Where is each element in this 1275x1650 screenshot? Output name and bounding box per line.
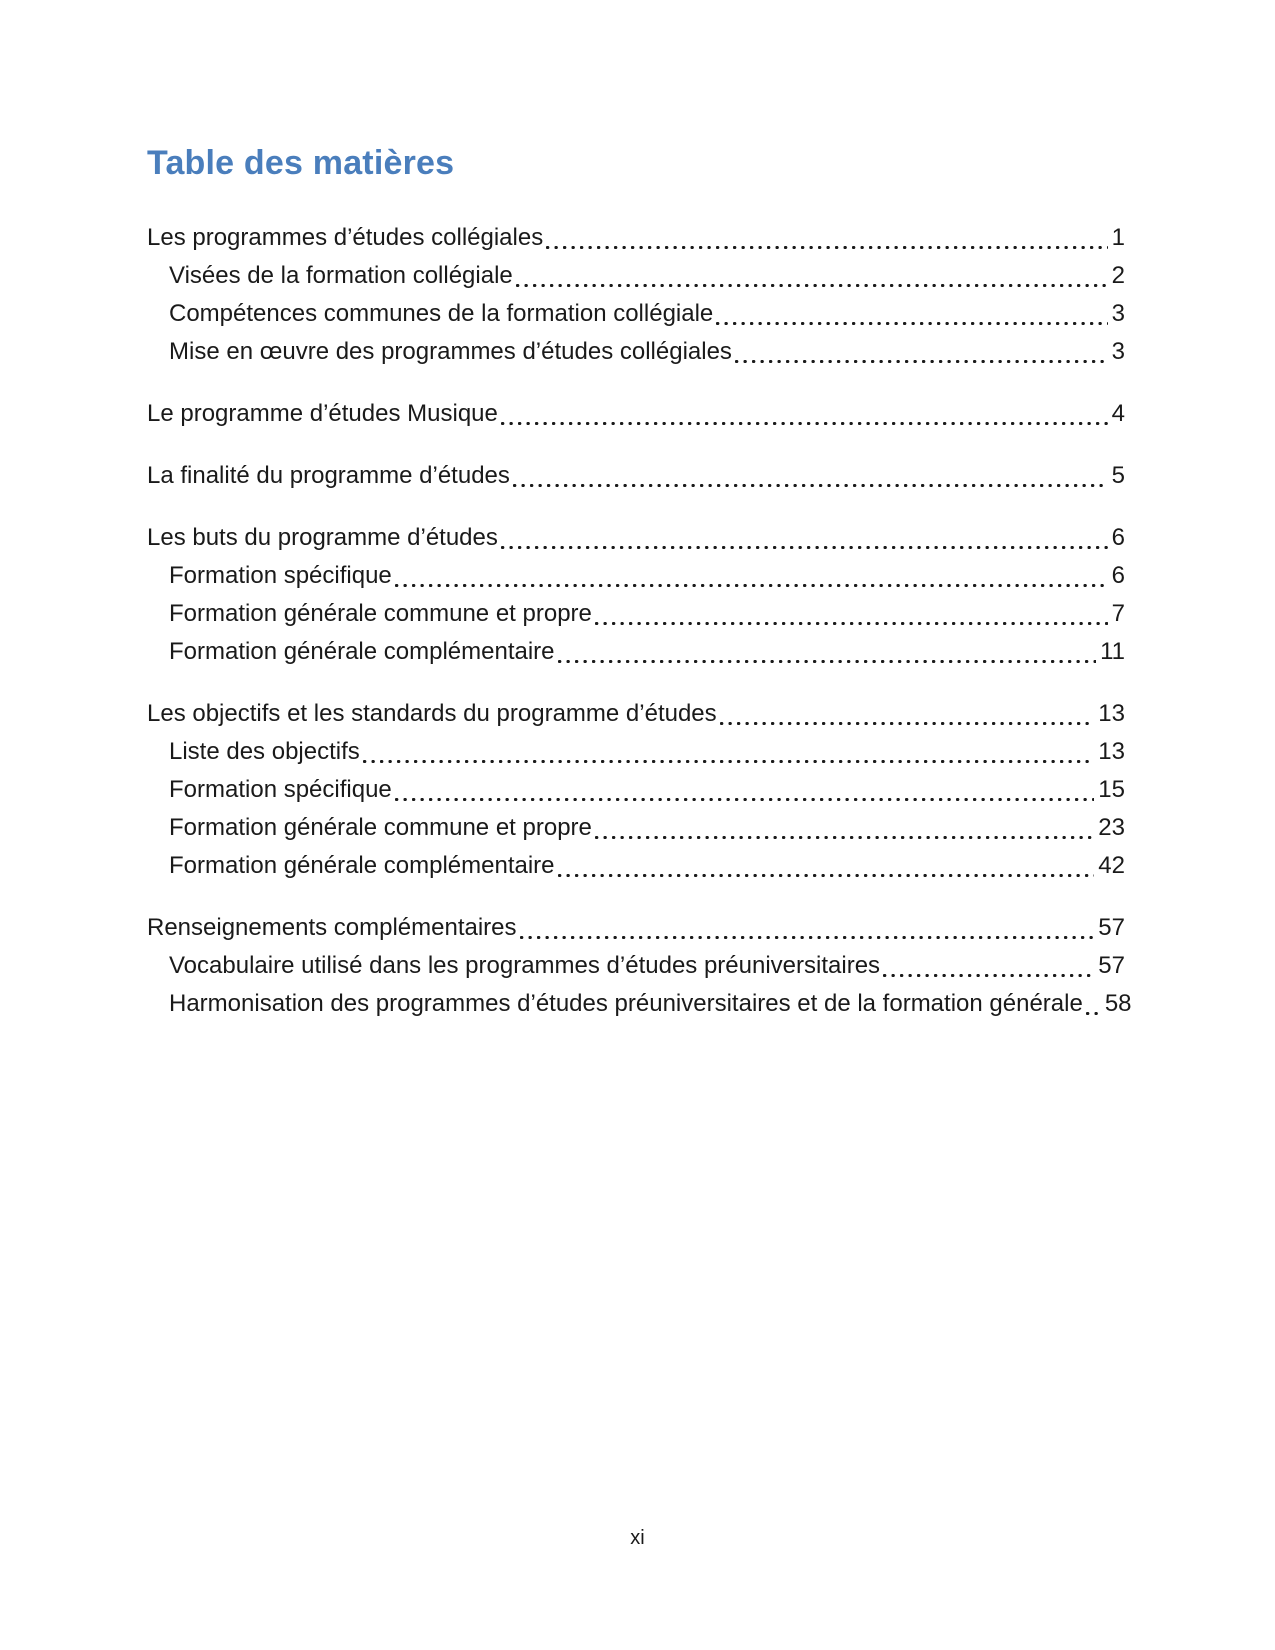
toc-entry xyxy=(147,595,1125,633)
toc-page-number: 2 xyxy=(1111,262,1125,289)
toc-group xyxy=(147,457,1125,495)
toc-entry-label: Formation générale complémentaire xyxy=(169,852,555,879)
toc-page-number: 3 xyxy=(1111,300,1125,327)
toc-page-number: 23 xyxy=(1098,814,1125,841)
toc-page-number: 6 xyxy=(1111,562,1125,589)
toc-entry xyxy=(147,909,1125,947)
toc-entry-label: Vocabulaire utilisé dans les programmes d’études préuniversitaires xyxy=(169,952,881,979)
toc-entry xyxy=(147,395,1125,433)
toc-entry xyxy=(147,985,1132,1023)
toc-page-number: 58 xyxy=(1104,990,1132,1017)
toc-page-number: 57 xyxy=(1098,952,1125,979)
toc-entry-label: Mise en œuvre des programmes d’études collégiales xyxy=(169,338,732,365)
toc-page-number: 13 xyxy=(1098,738,1125,765)
toc-entry xyxy=(147,257,1125,295)
toc-entry-label: Formation spécifique xyxy=(169,562,392,589)
toc-entry-label: Harmonisation des programmes d’études préuniversitaires et de la formation générale xyxy=(169,990,1083,1017)
toc-group xyxy=(147,519,1125,671)
toc-group xyxy=(147,909,1132,1023)
toc-entry-label: Formation générale complémentaire xyxy=(169,638,555,665)
toc-entry xyxy=(147,519,1125,557)
toc-entry xyxy=(147,695,1125,733)
page-title: Table des matières xyxy=(147,144,455,182)
toc-entry-label: Renseignements complémentaires xyxy=(147,914,517,941)
toc-entry-label: Le programme d’études Musique xyxy=(147,400,498,427)
toc-page-number: 6 xyxy=(1111,524,1125,551)
toc-entry xyxy=(147,333,1125,371)
toc-entry xyxy=(147,809,1125,847)
toc-entry xyxy=(147,733,1125,771)
toc-entry-label: Formation générale commune et propre xyxy=(169,814,592,841)
toc-entry xyxy=(147,557,1125,595)
toc-page-number: 3 xyxy=(1111,338,1125,365)
toc-group xyxy=(147,219,1125,371)
toc-entry xyxy=(147,947,1125,985)
toc-entry xyxy=(147,633,1125,671)
toc-page-number: 1 xyxy=(1111,224,1125,251)
toc xyxy=(147,219,1132,1023)
toc-entry xyxy=(147,295,1125,333)
toc-page-number: 4 xyxy=(1111,400,1125,427)
toc-entry-label: La finalité du programme d’études xyxy=(147,462,510,489)
toc-page-number: 11 xyxy=(1100,638,1125,665)
toc-entry-label: Compétences communes de la formation collégiale xyxy=(169,300,714,327)
toc-entry xyxy=(147,219,1125,257)
toc-page-number: 57 xyxy=(1098,914,1125,941)
toc-entry xyxy=(147,847,1125,885)
page-number-footer: xi xyxy=(630,1527,645,1549)
toc-content xyxy=(147,143,1132,1023)
toc-page-number: 13 xyxy=(1098,700,1125,727)
toc-page-number: 15 xyxy=(1098,776,1125,803)
toc-entry-label: Formation générale commune et propre xyxy=(169,600,592,627)
toc-entry xyxy=(147,457,1125,495)
toc-group xyxy=(147,395,1125,433)
toc-page-number: 7 xyxy=(1111,600,1125,627)
toc-entry-label: Les buts du programme d’études xyxy=(147,524,498,551)
toc-entry-label: Les programmes d’études collégiales xyxy=(147,224,544,251)
toc-group xyxy=(147,695,1125,885)
toc-entry-label: Liste des objectifs xyxy=(169,738,360,765)
toc-page-number: 42 xyxy=(1098,852,1125,879)
toc-entry-label: Les objectifs et les standards du programme d’études xyxy=(147,700,717,727)
toc-entry-label: Visées de la formation collégiale xyxy=(169,262,513,289)
toc-entry xyxy=(147,771,1125,809)
toc-page-number: 5 xyxy=(1111,462,1125,489)
toc-entry-label: Formation spécifique xyxy=(169,776,392,803)
